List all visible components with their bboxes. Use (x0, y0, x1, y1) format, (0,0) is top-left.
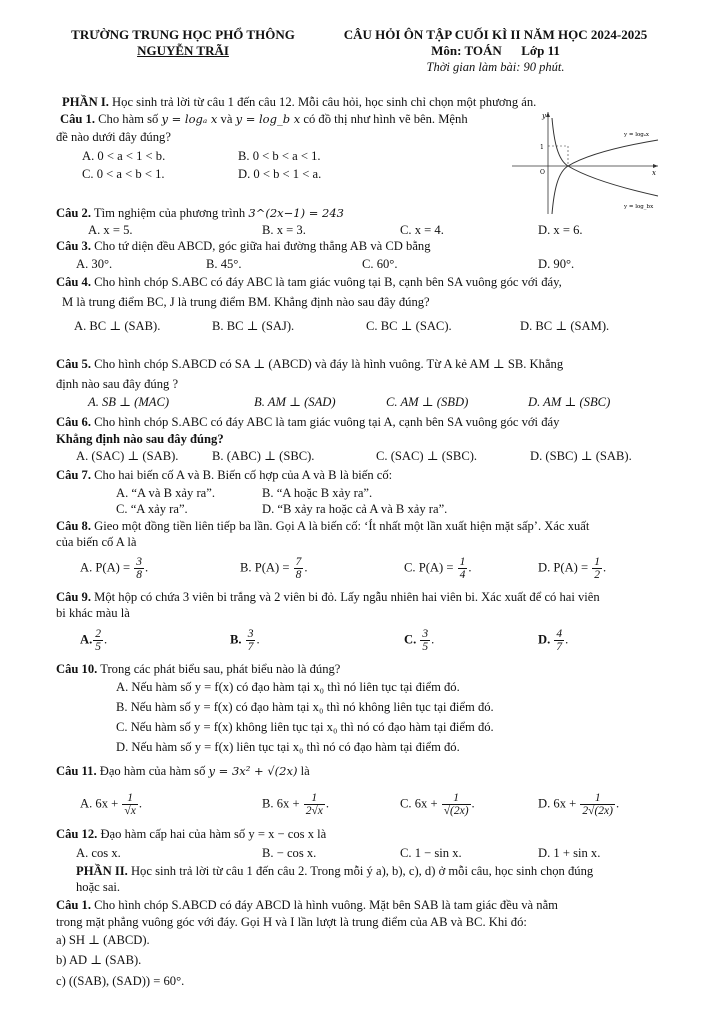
q1-label: Câu 1. (60, 112, 95, 126)
q9-c-letter: C. (404, 632, 417, 647)
q1-option-a[interactable]: A. 0 < a < 1 < b. (82, 149, 166, 163)
q9-option-a[interactable]: A. $\frac{2}{5}$ . (80, 628, 108, 653)
q4-text1: Cho hình chóp S.ABC có đáy ABC là tam giác vuông tại B, cạnh bên SA vuông góc với đáy, (94, 275, 562, 289)
q11-d-fraction: $\frac{1}{2√(2x)}$ (582, 792, 613, 817)
q11-a-fraction: $\frac{1}{√x}$ (124, 792, 136, 817)
q1-text-a: Cho hàm số (98, 112, 159, 126)
q7-line (56, 467, 392, 483)
q3-option-d[interactable]: D. 90°. (538, 257, 575, 271)
q9-d-fraction: $\frac{4}{7}$ (556, 628, 563, 653)
q11-c-fraction: $\frac{1}{√(2x)}$ (443, 792, 469, 817)
q12-label: Câu 12. (56, 827, 98, 841)
q9-option-d[interactable]: D. $\frac{4}{7}$ . (538, 628, 569, 653)
q8-c-prefix: C. P(A) = (404, 560, 454, 575)
q7-option-d[interactable]: D. “B xảy ra hoặc cả A và B xảy ra”. (262, 502, 448, 516)
q7-option-a[interactable]: A. “A và B xảy ra”. (116, 486, 215, 500)
part1-heading: PHẦN I. (62, 95, 109, 109)
p2q1-line1 (56, 897, 558, 913)
q8-a-fraction: $\frac{3}{8}$ (136, 556, 143, 581)
q9-a-letter: A. (80, 632, 93, 647)
q5-option-a[interactable]: A. SB ⊥ (MAC) (88, 395, 170, 409)
q6-option-d[interactable]: D. (SBC) ⊥ (SAB). (530, 449, 632, 463)
q8-c-fraction: $\frac{1}{4}$ (459, 556, 466, 581)
q6-option-c[interactable]: C. (SAC) ⊥ (SBC). (376, 449, 478, 463)
q9-a-fraction: $\frac{2}{5}$ (95, 628, 101, 653)
q3-option-b[interactable]: B. 45°. (206, 257, 242, 271)
school-line2: NGUYỄN TRÃI (137, 43, 229, 58)
q8-option-b[interactable]: B. P(A) = $\frac{7}{8}$ . (240, 556, 308, 581)
q8-b-fraction: $\frac{7}{8}$ (295, 556, 302, 581)
q9-b-fraction: $\frac{3}{7}$ (247, 628, 254, 653)
q10-label: Câu 10. (56, 662, 98, 676)
q8-d-prefix: D. P(A) = (538, 560, 589, 575)
q11-option-b[interactable]: B. 6x + $\frac{1}{2√x}$ . (262, 792, 330, 817)
q12-text: Đạo hàm cấp hai của hàm số y = x − cos x là (100, 827, 327, 841)
q9-text2: bi khác màu là (56, 606, 130, 620)
q3-option-a[interactable]: A. 30°. (76, 257, 113, 271)
q3-text: Cho tứ diện đều ABCD, góc giữa hai đường thẳng AB và CD bằng (94, 239, 431, 253)
q8-option-c[interactable]: C. P(A) = $\frac{1}{4}$ . (404, 556, 472, 581)
exam-grade: Lớp 11 (521, 43, 560, 58)
q1-line1 (60, 111, 468, 127)
q11-option-a[interactable]: A. 6x + $\frac{1}{√x}$ . (80, 792, 142, 817)
q3-option-c[interactable]: C. 60°. (362, 257, 398, 271)
q10-text: Trong các phát biểu sau, phát biểu nào là đúng? (100, 662, 341, 676)
q6-option-b[interactable]: B. (ABC) ⊥ (SBC). (212, 449, 315, 463)
q11-option-c[interactable]: C. 6x + $\frac{1}{√(2x)}$ . (400, 792, 475, 817)
part1-intro (62, 94, 536, 110)
q5-text1: Cho hình chóp S.ABCD có SA ⊥ (ABCD) và đáy là hình vuông. Từ A kẻ AM ⊥ SB. Khẳng (94, 357, 564, 371)
q1-option-c[interactable]: C. 0 < a < b < 1. (82, 167, 165, 181)
q9-d-letter: D. (538, 632, 551, 647)
q11-b-prefix: B. 6x + (262, 796, 300, 811)
q1-math-b: y = log_b x (235, 112, 301, 126)
q12-option-c[interactable]: C. 1 − sin x. (400, 846, 462, 860)
q7-option-b[interactable]: B. “A hoặc B xảy ra”. (262, 486, 373, 500)
part1-text: Học sinh trả lời từ câu 1 đến câu 12. Mỗi câu hỏi, học sinh chỉ chọn một phương án. (112, 95, 537, 109)
part2-text2: hoặc sai. (76, 880, 121, 894)
q2-math: 3^(2x−1) = 243 (248, 206, 344, 220)
q6-option-a[interactable]: A. (SAC) ⊥ (SAB). (76, 449, 179, 463)
q1-text-c: có đồ thị như hình vẽ bên. Mệnh (303, 112, 468, 126)
q8-text1: Gieo một đồng tiền liên tiếp ba lần. Gọi A là biến cố: ‘Ít nhất một lần xuất hiện mặt sấp’. Xác xuất (94, 519, 590, 533)
q6-line1 (56, 414, 559, 430)
q5-line1 (56, 356, 563, 372)
q4-label: Câu 4. (56, 275, 91, 289)
q8-option-d[interactable]: D. P(A) = $\frac{1}{2}$ . (538, 556, 607, 581)
p2q1-text1: Cho hình chóp S.ABCD có đáy ABCD là hình vuông. Mặt bên SAB là tam giác đều và nằm (94, 898, 558, 912)
q12-option-b[interactable]: B. − cos x. (262, 846, 317, 860)
q9-option-c[interactable]: C. $\frac{3}{5}$ . (404, 628, 435, 653)
q2-option-b[interactable]: B. x = 3. (262, 223, 306, 237)
q8-d-fraction: $\frac{1}{2}$ (594, 556, 601, 581)
part2-text1: Học sinh trả lời từ câu 1 đến câu 2. Trong mỗi ý a), b), c), d) ở mỗi câu, học sinh chọn đúng (130, 864, 594, 878)
q2-text: Tìm nghiệm của phương trình (93, 206, 246, 220)
q2-line (56, 205, 344, 221)
q11-option-d[interactable]: D. 6x + $\frac{1}{2√(2x)}$ . (538, 792, 620, 817)
q2-option-d[interactable]: D. x = 6. (538, 223, 583, 237)
q7-text: Cho hai biến cố A và B. Biến cố hợp của A và B là biến cố: (94, 468, 393, 482)
graph-one: 1 (540, 144, 544, 151)
exam-header (318, 27, 673, 75)
curve-log-b (552, 118, 658, 196)
q3-line (56, 238, 431, 254)
exam-time: Thời gian làm bài: 90 phút. (426, 60, 565, 74)
q5-label: Câu 5. (56, 357, 91, 371)
school-header (52, 27, 314, 59)
q11-suffix: là (300, 764, 310, 778)
q4-line1 (56, 274, 562, 290)
q6-text2: Khẳng định nào sau đây đúng? (56, 432, 224, 446)
q10-line (56, 661, 340, 677)
p2q1-item-a[interactable]: a) SH ⊥ (ABCD). (56, 933, 150, 947)
q11-line (56, 763, 310, 779)
q1-text-b: và (220, 112, 233, 126)
q9-text1: Một hộp có chứa 3 viên bi trắng và 2 viên bi đỏ. Lấy ngẫu nhiên hai viên bi. Xác xuất để có hai viên (94, 590, 600, 604)
q10-option-c[interactable]: C. Nếu hàm số y = f(x) không liên tục tại x₀ thì nó có đạo hàm tại điểm đó. (116, 720, 494, 734)
q11-c-prefix: C. 6x + (400, 796, 438, 811)
q1-option-b[interactable]: B. 0 < b < a < 1. (238, 149, 321, 163)
q10-option-a[interactable]: A. Nếu hàm số y = f(x) có đạo hàm tại x₀ thì nó liên tục tại điểm đó. (116, 680, 460, 694)
q8-b-prefix: B. P(A) = (240, 560, 290, 575)
exam-title: CÂU HỎI ÔN TẬP CUỐI KÌ II NĂM HỌC 2024-2025 (343, 27, 648, 42)
p2q1-item-c[interactable]: c) ((SAB), (SAD)) = 60°. (56, 974, 185, 988)
q8-text2: của biến cố A là (56, 535, 137, 549)
q9-line1 (56, 589, 600, 605)
part2-heading: PHẦN II. (76, 864, 128, 878)
q12-option-a[interactable]: A. cos x. (76, 846, 121, 860)
q11-math: y = 3x² + √(2x) (208, 764, 298, 778)
q2-option-c[interactable]: C. x = 4. (400, 223, 444, 237)
q11-label: Câu 11. (56, 764, 97, 778)
part2-intro (76, 863, 593, 879)
q12-line (56, 826, 326, 842)
q11-b-fraction: $\frac{1}{2√x}$ (305, 792, 323, 817)
q12-option-d[interactable]: D. 1 + sin x. (538, 846, 601, 860)
q4-text2: M là trung điểm BC, J là trung điểm BM. Khẳng định nào sau đây đúng? (62, 295, 430, 309)
p2q1-label: Câu 1. (56, 898, 91, 912)
q9-option-b[interactable]: B. $\frac{3}{7}$ . (230, 628, 260, 653)
graph-y-label: y (542, 112, 546, 120)
q11-d-prefix: D. 6x + (538, 796, 577, 811)
graph-curve1-label: y = logₐx (624, 132, 650, 138)
q11-a-prefix: A. 6x + (80, 796, 119, 811)
q8-label: Câu 8. (56, 519, 91, 533)
q4-option-a[interactable]: A. BC ⊥ (SAB). (74, 319, 161, 333)
exam-subject-line (318, 43, 673, 59)
q10-option-d[interactable]: D. Nếu hàm số y = f(x) liên tục tại x₀ thì nó có đạo hàm tại điểm đó. (116, 740, 460, 754)
p2q1-text2: trong mặt phẳng vuông góc với đáy. Gọi H và I lần lượt là trung điểm của AB và BC. Khi đó: (56, 915, 527, 929)
q4-option-c[interactable]: C. BC ⊥ (SAC). (366, 319, 452, 333)
q4-option-d[interactable]: D. BC ⊥ (SAM). (520, 319, 610, 333)
q5-text2: định nào sau đây đúng ? (56, 377, 179, 391)
q1-log-graph (512, 110, 660, 216)
exam-subject: Môn: TOÁN (431, 43, 502, 58)
q8-option-a[interactable]: A. P(A) = $\frac{3}{8}$ . (80, 556, 149, 581)
p2q1-item-b[interactable]: b) AD ⊥ (SAB). (56, 953, 142, 967)
q6-label: Câu 6. (56, 415, 91, 429)
q5-option-b[interactable]: B. AM ⊥ (SAD) (254, 395, 336, 409)
q1-option-d[interactable]: D. 0 < b < 1 < a. (238, 167, 322, 181)
q8-a-prefix: A. P(A) = (80, 560, 131, 575)
q9-b-letter: B. (230, 632, 242, 647)
school-line1: TRƯỜNG TRUNG HỌC PHỔ THÔNG (71, 27, 295, 42)
graph-curve2-label: y = log_bx (624, 204, 654, 210)
q7-label: Câu 7. (56, 468, 91, 482)
q5-option-c[interactable]: C. AM ⊥ (SBD) (386, 395, 469, 409)
graph-x-label: x (652, 169, 656, 177)
graph-origin: O (540, 169, 545, 176)
q10-option-b[interactable]: B. Nếu hàm số y = f(x) có đạo hàm tại x₀ thì nó không liên tục tại điểm đó. (116, 700, 494, 714)
q1-text-d: đề nào dưới đây đúng? (56, 130, 171, 144)
q9-c-fraction: $\frac{3}{5}$ (422, 628, 429, 653)
q4-option-b[interactable]: B. BC ⊥ (SAJ). (212, 319, 295, 333)
q2-option-a[interactable]: A. x = 5. (88, 223, 133, 237)
q3-label: Câu 3. (56, 239, 91, 253)
q8-line1 (56, 518, 589, 534)
q7-option-c[interactable]: C. “A xảy ra”. (116, 502, 188, 516)
q2-label: Câu 2. (56, 206, 91, 220)
q11-text: Đạo hàm của hàm số (99, 764, 206, 778)
q9-label: Câu 9. (56, 590, 91, 604)
q6-text1: Cho hình chóp S.ABC có đáy ABC là tam giác vuông tại A, cạnh bên SA vuông góc với đáy (94, 415, 560, 429)
q1-math-a: y = logₐ x (161, 112, 218, 126)
q5-option-d[interactable]: D. AM ⊥ (SBC) (528, 395, 611, 409)
